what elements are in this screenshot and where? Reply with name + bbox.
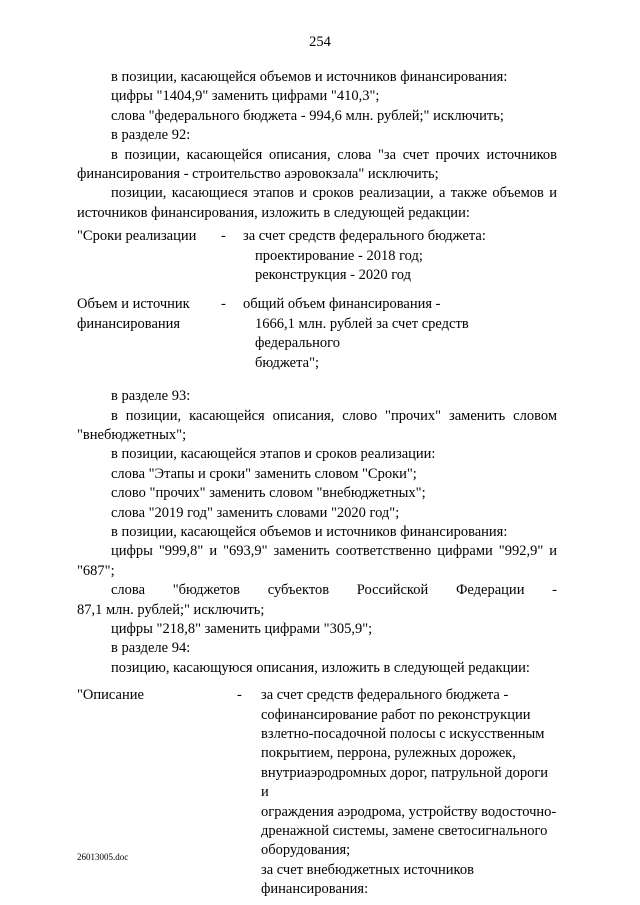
paragraph: в позиции, касающейся этапов и сроков реализации: (111, 446, 436, 463)
section-heading: в разделе 94: (111, 640, 191, 657)
row-value (243, 227, 557, 285)
label-line: финансирования (77, 315, 181, 332)
value-line: за счет внебюджетных источников (261, 861, 474, 878)
value-line: оборудования; (261, 842, 351, 859)
paragraph: позицию, касающуюся описания, изложить в следующей редакции: (111, 659, 530, 676)
section-heading: в разделе 93: (111, 388, 191, 405)
value-line: за счет средств федерального бюджета: (243, 228, 486, 245)
table-row-funding (77, 295, 557, 373)
row-dash: - (221, 296, 226, 313)
table-row-description (77, 686, 557, 899)
value-line: софинансирование работ по реконструкции (261, 706, 531, 723)
value-line: бюджета"; (255, 354, 320, 371)
paragraph: цифры "218,8" заменить цифрами "305,9"; (111, 620, 373, 637)
paragraph: в позиции, касающейся объемов и источников финансирования: (111, 69, 508, 85)
paragraph: слова "бюджетов субъектов Российской Федерации - (111, 582, 557, 599)
paragraph: в позиции, касающейся описания, слова "за счет прочих источников (111, 146, 557, 163)
paragraph-cont: "внебюджетных"; (77, 426, 187, 443)
paragraph: слова "федерального бюджета - 994,6 млн. рублей;" исключить; (111, 107, 504, 124)
value-line: общий объем финансирования - (243, 296, 441, 313)
row-label: "Описание (77, 687, 144, 704)
value-line: 1666,1 млн. рублей за счет средств федерального (255, 315, 469, 352)
paragraph: в позиции, касающейся объемов и источников финансирования: (111, 523, 508, 540)
row-label: "Сроки реализации (77, 228, 197, 245)
row-value (243, 295, 557, 373)
value-line: проектирование - 2018 год; (255, 247, 423, 264)
paragraph-cont: финансирования - строительство аэровокзала" исключить; (77, 166, 439, 183)
value-line: ограждения аэродрома, устройству водосточно- (261, 803, 557, 820)
footer-filename: 26013005.doc (77, 852, 129, 862)
row-value (261, 686, 557, 899)
paragraph: слова "2019 год" заменить словами "2020 год"; (111, 504, 400, 521)
row-dash: - (237, 687, 242, 704)
paragraph: в разделе 92: (111, 127, 191, 144)
paragraph: слово "прочих" заменить словом "внебюджетных"; (111, 485, 426, 502)
value-line: финансирования: (261, 881, 369, 898)
value-line: реконструкция - 2020 год (255, 267, 411, 284)
value-line: покрытием, перрона, рулежных дорожек, (261, 745, 516, 762)
value-line: взлетно-посадочной полосы с искусственным (261, 726, 545, 742)
label-line: Объем и источник (77, 296, 190, 313)
page-number: 254 (309, 34, 331, 50)
paragraph-cont: 87,1 млн. рублей;" исключить; (77, 601, 265, 618)
paragraph-cont: "687"; (77, 562, 115, 579)
value-line: дренажной системы, замене светосигнального (261, 823, 548, 840)
row-dash: - (221, 228, 226, 245)
value-line: внутриаэродромных дорог, патрульной дороги и (261, 764, 549, 801)
paragraph: в позиции, касающейся описания, слово "прочих" заменить словом (111, 407, 557, 424)
paragraph-cont: источников финансирования, изложить в следующей редакции: (77, 204, 470, 221)
row-label (77, 295, 221, 373)
document-body (77, 68, 557, 900)
paragraph: позиции, касающиеся этапов и сроков реализации, а также объемов и (111, 185, 557, 202)
value-line: за счет средств федерального бюджета - (261, 687, 509, 704)
paragraph: слова "Этапы и сроки" заменить словом "Сроки"; (111, 465, 417, 482)
table-row-terms (77, 227, 557, 285)
paragraph: цифры "999,8" и "693,9" заменить соответственно цифрами "992,9" и (111, 543, 557, 560)
paragraph: цифры "1404,9" заменить цифрами "410,3"; (111, 88, 380, 105)
